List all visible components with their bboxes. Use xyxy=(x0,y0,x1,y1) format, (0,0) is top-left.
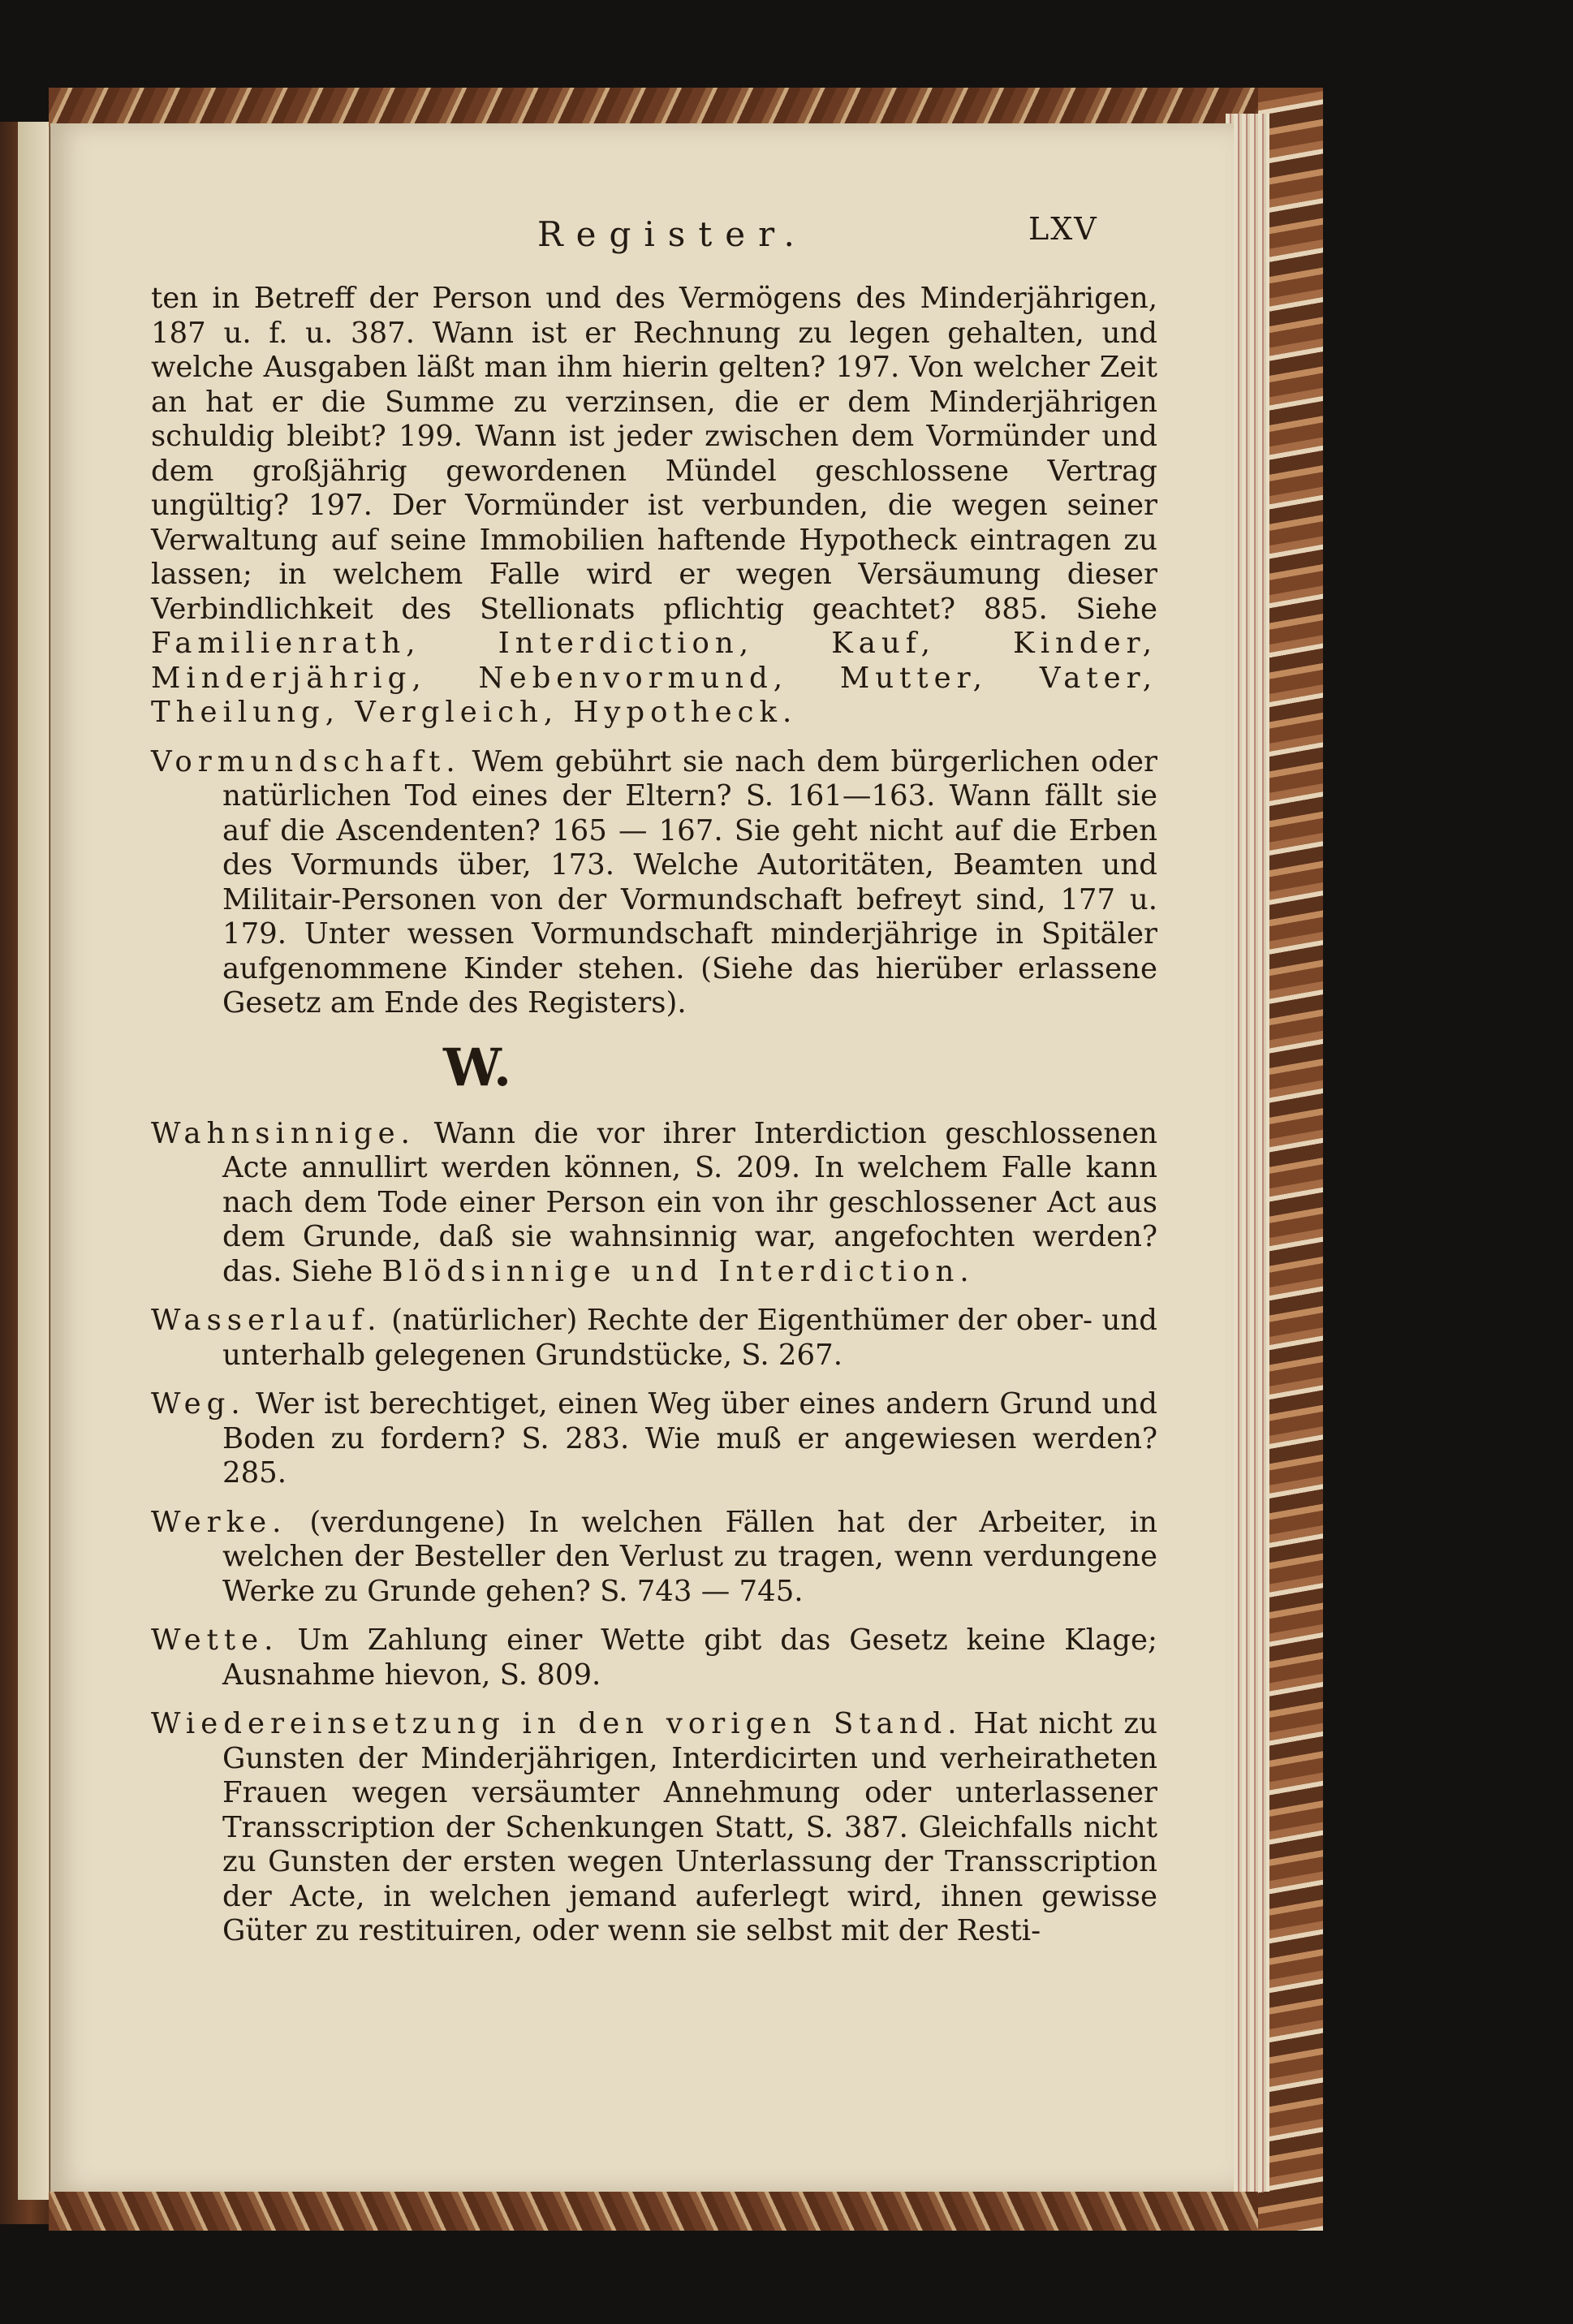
entry-text: Wer ist berechtiget, einen Weg über eines andern Grund und Boden zu fordern? S. 283. Wie muß er angewiesen werden? 285. xyxy=(222,1387,1157,1490)
entry-text: Wem gebührt sie nach dem bürgerlichen oder natürlichen Tod eines der Eltern? S. 161—163. Wann fällt sie auf die Ascendenten? 165 — 167. Sie geht nicht auf die Erben des Vormunds über, 173. Welche Autoritäten, Beamten und Militair-Personen von der Vormundschaft befreyt sind, 177 u. 179. Unter wessen Vormundschaft minderjährige in Spitäler aufgenommene Kinder stehen. (Siehe das hierüber erlassene Gesetz am Ende des Registers). xyxy=(222,744,1157,1020)
marbled-cover-top xyxy=(49,88,1315,127)
book-page xyxy=(50,123,1234,2192)
cross-reference: Familienrath, Interdiction, Kauf, Kinder, Minderjährig, Nebenvormund, Mutter, Vater, Theilung, Vergleich, Hypotheck. xyxy=(151,627,1157,729)
register-entry-continued xyxy=(151,282,1157,731)
entry-text: Hat nicht zu Gunsten der Minderjährigen, Interdicirten und verheiratheten Frauen wegen versäumter Annehmung oder unterlassener Transscription der Schenkungen Statt, S. 387. Gleichfalls nicht zu Gunsten der ersten wegen Unterlassung der Transscription der Acte, in welchen jemand auferlegt wird, ihnen gewisse Güter zu restituiren, oder wenn sie selbst mit der Resti- xyxy=(222,1707,1157,1947)
register-entry xyxy=(151,1387,1157,1491)
entry-text: (natürlicher) Rechte der Eigenthümer der ober- und unterhalb gelegenen Grundstücke, S. 267. xyxy=(222,1304,1157,1372)
entry-lemma: Wette. xyxy=(151,1623,279,1657)
register-entry xyxy=(151,1304,1157,1373)
page-number: LXV xyxy=(1028,211,1098,247)
entry-lemma: Wasserlauf. xyxy=(151,1304,382,1337)
entry-text: (verdungene) In welchen Fällen hat der Arbeiter, in welchen der Besteller den Verlust zu tragen, wenn verdungene Werke zu Grunde gehen? S. 743 — 745. xyxy=(222,1505,1157,1608)
register-entry xyxy=(151,1623,1157,1692)
entry-lemma: Vormundschaft. xyxy=(151,744,461,778)
entry-lemma: Wahnsinnige. xyxy=(151,1116,416,1150)
entry-lemma: Werke. xyxy=(151,1505,287,1539)
marbled-cover-bottom xyxy=(49,2192,1315,2231)
entry-text: ten in Betreff der Person und des Vermögens des Minderjährigen, 187 u. f. u. 387. Wann ist er Rechnung zu legen gehalten, und welche Ausgaben läßt man ihm hierin gelten? 197. Von welcher Zeit an hat er die Summe zu verzinsen, die er dem Minderjährigen schuldig bleibt? 199. Wann ist jeder zwischen dem Vormünder und dem großjährig gewordenen Mündel geschlossene Vertrag ungültig? 197. Der Vormünder ist verbunden, die wegen seiner Verwaltung auf seine Immobilien haftende Hypotheck eintragen zu lassen; in welchem Falle wird er wegen Versäumung dieser Verbindlichkeit des Stellionats pflichtig geachtet? 885. Siehe xyxy=(151,282,1157,626)
facing-page-edge xyxy=(18,122,50,2200)
entry-text: Um Zahlung einer Wette gibt das Gesetz keine Klage; Ausnahme hievon, S. 809. xyxy=(222,1623,1157,1692)
cross-reference: Blödsinnige und Interdiction. xyxy=(381,1254,975,1288)
register-entry xyxy=(151,1117,1157,1290)
entry-lemma: Weg. xyxy=(151,1387,246,1421)
register-text xyxy=(151,282,1157,1964)
register-entry xyxy=(151,1707,1157,1949)
register-entry xyxy=(151,745,1157,1021)
section-letter: W. xyxy=(443,1037,512,1098)
register-entry xyxy=(151,1506,1157,1610)
running-head: Register. xyxy=(537,214,808,254)
entry-text: Wann die vor ihrer Interdiction geschlossenen Acte annullirt werden können, S. 209. In welchem Falle kann nach dem Tode einer Person ein von ihr geschlossener Act aus dem Grunde, daß sie wahnsinnig war, angefochten werden? das. Siehe xyxy=(222,1116,1157,1288)
entry-lemma: Wiedereinsetzung in den vorigen Stand. xyxy=(151,1707,963,1740)
